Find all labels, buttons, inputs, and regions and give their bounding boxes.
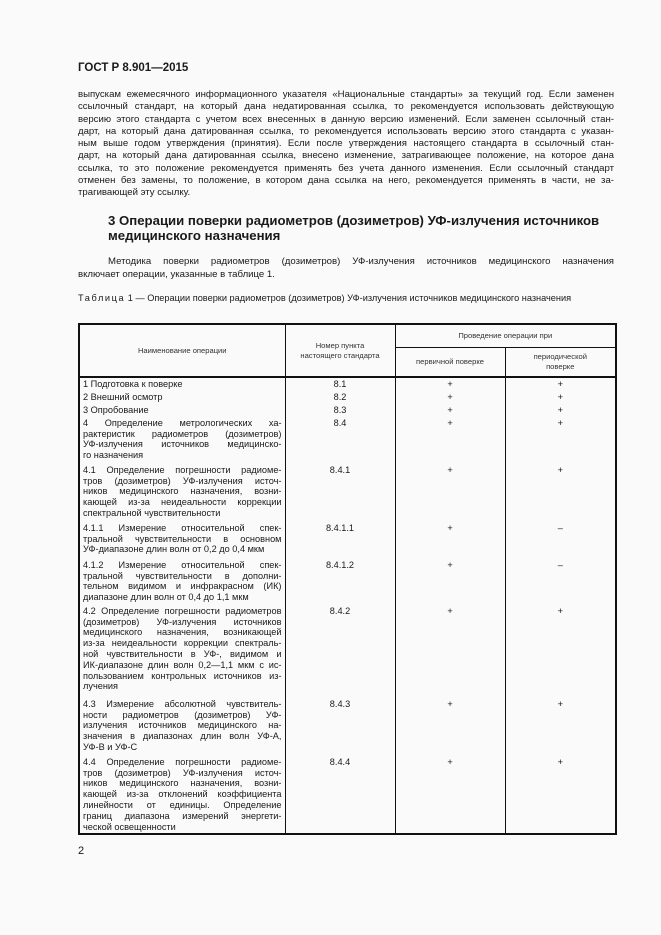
operation-name-cell (79, 391, 285, 404)
operation-name-cell (79, 417, 285, 464)
operation-name-cell (79, 404, 285, 417)
text-line: ссылочный стандарт, на который дана недатированная ссылка, то рекомендуется использовать действующую (78, 101, 614, 113)
primary-verification-cell: + (395, 464, 505, 522)
header-primary-verification: первичной поверке (395, 348, 505, 378)
operation-name-line: 2 Внешний осмотр (83, 391, 163, 402)
table-row (79, 756, 616, 835)
operation-name-line: тельном видимом и инфракрасном (ИК) (83, 581, 282, 592)
primary-verification-cell: + (395, 756, 505, 835)
text-line: отменен без замены, то положение, в котором дана ссылка на него, рекомендуется применять в части, не за- (78, 175, 614, 187)
operation-name-line: УФ-В и УФ-С (83, 741, 138, 752)
operation-name-cell (79, 522, 285, 559)
operation-name-line: тральной чувствительности в дополни- (83, 570, 282, 581)
periodic-verification-cell: + (505, 756, 616, 835)
primary-verification-cell: + (395, 559, 505, 605)
text-line: версию этого стандарта с учетом всех внесенных в данную версию изменений. Если заменен ссылочный стан- (78, 113, 614, 125)
table-row (79, 559, 616, 605)
operation-name-line: 4.2 Определение погрешности радиометров (83, 605, 282, 616)
section-title-line: 3 Операции поверки радиометров (дозиметров) УФ-излучения источников (108, 213, 600, 228)
operation-name-line: ческой освещенности (83, 821, 176, 832)
clause-number-cell: 8.4.1.1 (285, 522, 395, 559)
operation-name-line: 4.1.1 Измерение относительной спек- (83, 522, 282, 533)
page-number: 2 (78, 845, 85, 857)
clause-number-cell: 8.4.3 (285, 698, 395, 756)
operation-name-line: из-за неидеальности коррекции спектраль- (83, 638, 282, 649)
operation-name-line: 4 Определение метрологических ха- (83, 417, 282, 428)
operation-name-line: ности радиометров (дозиметров) УФ- (83, 709, 282, 720)
text-line: включает операции, указанные в таблице 1. (78, 268, 275, 280)
header-periodic-line: периодической (533, 352, 587, 361)
section-title-line: медицинского назначения (108, 228, 281, 243)
operation-name-line: 1 Подготовка к поверке (83, 379, 183, 389)
periodic-verification-cell: + (505, 698, 616, 756)
operation-name-line: ИК-диапазоне длин волн 0,2—1,1 мкм с ис- (83, 659, 282, 670)
text-line: Методика поверки радиометров (дозиметров) УФ-излучения источников медицинского назначения (108, 256, 614, 267)
periodic-verification-cell: + (505, 404, 616, 417)
operation-name-line: 4.3 Измерение абсолютной чувствитель- (83, 698, 282, 709)
periodic-verification-cell: + (505, 417, 616, 464)
operation-name-line: медицинского назначения, возникающей (83, 627, 282, 638)
operation-name-cell (79, 698, 285, 756)
intro-paragraph (78, 89, 614, 200)
operation-name-line: пользованием контрольных источников из- (83, 670, 282, 681)
operation-name-cell (79, 559, 285, 605)
primary-verification-cell: + (395, 391, 505, 404)
header-clause-number (285, 324, 395, 377)
operation-name-line: УФ-диапазоне длин волн от 0,2 до 0,4 мкм (83, 544, 265, 555)
clause-number-cell: 8.4.1 (285, 464, 395, 522)
clause-number-cell: 8.3 (285, 404, 395, 417)
header-clause-line: Номер пункта (315, 340, 365, 350)
table-row (79, 417, 616, 464)
operation-name-line: (дозиметров) УФ-излучения источников (83, 616, 282, 627)
text-line: ным выше годом утверждения (принятия). Если после утверждения настоящего стандарта в ссылочный стан- (78, 138, 614, 150)
header-periodic-verification (505, 348, 616, 378)
table-row (79, 464, 616, 522)
operation-name-line: диапазоне длин волн от 0,4 до 1,1 мкм (83, 592, 249, 603)
section-title (108, 213, 614, 243)
operation-name-cell (79, 377, 285, 391)
operation-name-line: ников медицинского назначения, возни- (83, 486, 282, 497)
periodic-verification-cell: – (505, 522, 616, 559)
primary-verification-cell: + (395, 377, 505, 391)
operation-name-line: лучения (83, 681, 119, 692)
header-clause-line: настоящего стандарта (300, 350, 380, 360)
periodic-verification-cell: + (505, 377, 616, 391)
table-row (79, 377, 616, 391)
periodic-verification-cell: + (505, 605, 616, 698)
table-caption-label: Таблица (78, 293, 126, 303)
operation-name-cell (79, 464, 285, 522)
operation-name-line: кающей из-за отклонений коэффициента (83, 789, 282, 800)
table-caption (78, 293, 571, 304)
table-row (79, 698, 616, 756)
operation-name-line: 4.1.2 Измерение относительной спек- (83, 559, 282, 570)
operation-name-line: 3 Опробование (83, 404, 149, 415)
clause-number-cell: 8.4 (285, 417, 395, 464)
primary-verification-cell: + (395, 404, 505, 417)
section-paragraph (78, 256, 614, 281)
operation-name-line: го назначения (83, 450, 144, 461)
operation-name-cell (79, 605, 285, 698)
operation-name-line: рактеристик радиометров (дозиметров) (83, 428, 282, 439)
operation-name-cell (79, 756, 285, 835)
operation-name-line: спектральной чувствительности (83, 507, 221, 518)
primary-verification-cell: + (395, 417, 505, 464)
table-row (79, 391, 616, 404)
operation-name-line: кающей из-за неидеальности коррекции (83, 497, 282, 508)
operation-name-line: УФ-излучения источников медицинско- (83, 439, 282, 450)
table-caption-text: 1 — Операции поверки радиометров (дозиметров) УФ-излучения источников медицинского назначения (125, 293, 572, 303)
text-line: трагивающей эту ссылку. (78, 187, 191, 199)
operation-name-line: ников медицинского назначения, возни- (83, 778, 282, 789)
periodic-verification-cell: + (505, 464, 616, 522)
operation-name-line: 4.1 Определение погрешности радиоме- (83, 464, 282, 475)
clause-number-cell: 8.1 (285, 377, 395, 391)
operation-name-line: границ диапазона измерений энергети- (83, 810, 282, 821)
operation-name-line: тров (дозиметров) УФ-излучения источ- (83, 475, 282, 486)
operation-name-line: линейности от единицы. Определение (83, 799, 282, 810)
operation-name-line: излучения источников медицинского на- (83, 720, 282, 731)
clause-number-cell: 8.2 (285, 391, 395, 404)
primary-verification-cell: + (395, 522, 505, 559)
text-line: дарт, на который дана датированная ссылка, то рекомендуется использовать версию этого стандарта с указан- (78, 125, 614, 137)
header-periodic-line: поверке (546, 362, 575, 371)
table-row (79, 522, 616, 559)
operation-name-line: значения в диапазонах длин волн УФ-А, (83, 731, 282, 742)
clause-number-cell: 8.4.2 (285, 605, 395, 698)
header-operation-name: Наименование операции (79, 324, 285, 377)
text-line: выпускам ежемесячного информационного указателя «Национальные стандарты» за текущий год. Если заменен (78, 89, 614, 100)
operation-name-line: ной чувствительности в УФ-, видимом и (83, 648, 282, 659)
text-line: дарт, на который дана датированная ссылка, внесено изменение, затрагивающее положение, на которое дана (78, 150, 614, 162)
header-performed-at: Проведение операции при (395, 324, 616, 348)
text-line: ссылка, то это положение рекомендуется применять без учета данного изменения. Если ссылочный стандарт (78, 162, 614, 174)
table-row (79, 404, 616, 417)
operation-name-line: тральной чувствительности в основном (83, 533, 282, 544)
periodic-verification-cell: – (505, 559, 616, 605)
primary-verification-cell: + (395, 605, 505, 698)
table-row (79, 605, 616, 698)
operations-table (78, 323, 617, 835)
clause-number-cell: 8.4.4 (285, 756, 395, 835)
clause-number-cell: 8.4.1.2 (285, 559, 395, 605)
operation-name-line: тров (дозиметров) УФ-излучения источ- (83, 767, 282, 778)
periodic-verification-cell: + (505, 391, 616, 404)
operation-name-line: 4.4 Определение погрешности радиоме- (83, 756, 282, 767)
primary-verification-cell: + (395, 698, 505, 756)
document-header: ГОСТ Р 8.901—2015 (78, 62, 189, 74)
